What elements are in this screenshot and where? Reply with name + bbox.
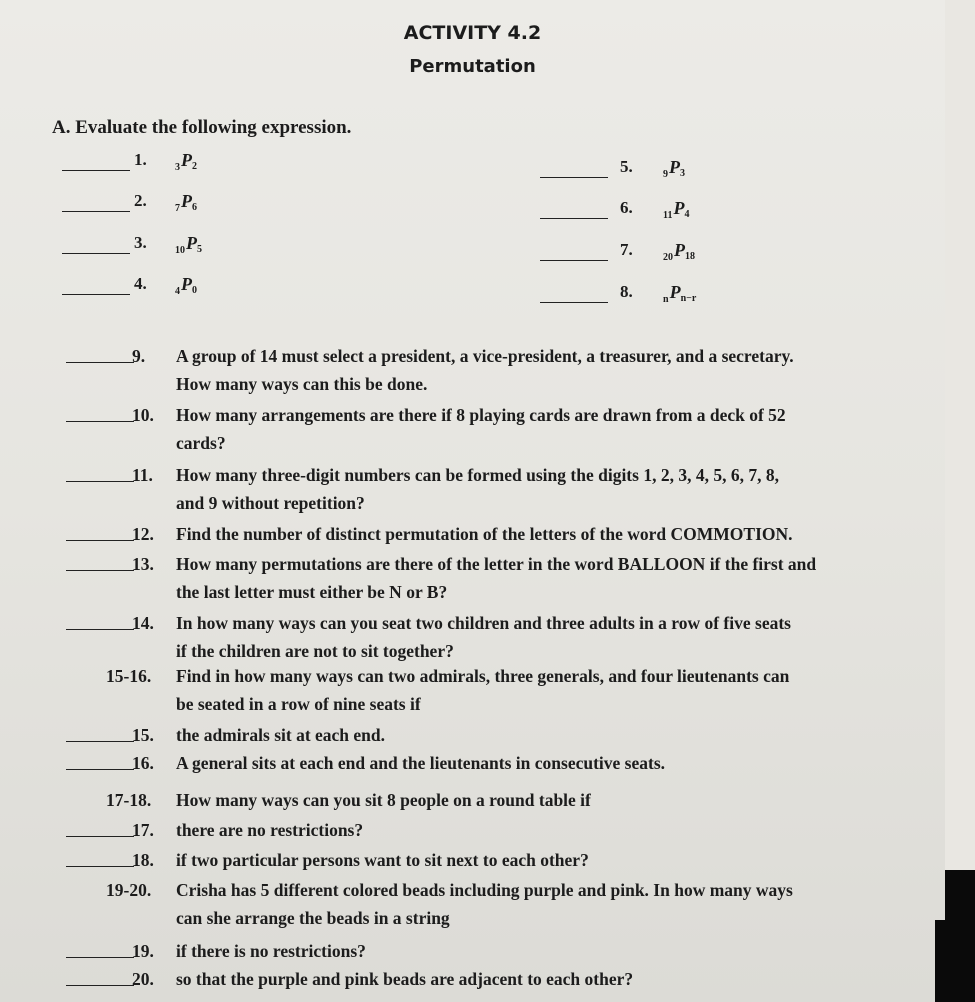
item-number: 15. <box>132 725 154 745</box>
answer-blank[interactable] <box>62 170 130 171</box>
item-number: 7. <box>620 240 633 259</box>
answer-blank[interactable] <box>540 218 608 219</box>
answer-blank[interactable] <box>540 177 608 178</box>
answer-blank[interactable] <box>62 253 130 254</box>
item-number: 13. <box>132 554 154 574</box>
item-number: 11. <box>132 465 153 485</box>
item-number: 6. <box>620 198 633 217</box>
item-number: 16. <box>132 753 154 773</box>
question-text: How many arrangements are there if 8 playing cards are drawn from a deck of 52 <box>176 405 786 425</box>
question-text: the admirals sit at each end. <box>176 725 386 745</box>
item-number: 18. <box>132 850 154 870</box>
question-16 <box>108 749 666 777</box>
question-text: Find the number of distinct permutation of the letters of the word COMMOTION. <box>176 524 793 544</box>
section-a-heading: A. Evaluate the following expression. <box>52 117 352 138</box>
question-text: A general sits at each end and the lieutenants in consecutive seats. <box>176 753 666 773</box>
group-17-18-number: 17-18. <box>106 790 152 810</box>
question-19 <box>108 937 366 965</box>
question-text: if two particular persons want to sit next to each other? <box>176 850 589 870</box>
question-text: the last letter must either be N or B? <box>176 582 448 602</box>
question-9 <box>108 342 794 394</box>
item-number: 2. <box>134 191 147 210</box>
item-number: 1. <box>134 150 147 169</box>
group-15-16-number: 15-16. <box>106 666 152 686</box>
question-text: if the children are not to sit together? <box>176 641 454 661</box>
activity-title: ACTIVITY 4.2 <box>403 22 542 44</box>
permutation-expression: $_{11}P_4$ <box>663 198 690 221</box>
question-13 <box>108 550 817 602</box>
group-15-16-text: Find in how many ways can two admirals, three generals, and four lieutenants can <box>176 666 790 686</box>
question-text: How many three-digit numbers can be formed using the digits 1, 2, 3, 4, 5, 6, 7, 8, <box>176 465 779 485</box>
permutation-expression: $_7P_6$ <box>175 191 197 214</box>
question-11 <box>108 461 779 513</box>
group-19-20-text: Crisha has 5 different colored beads including purple and pink. In how many ways <box>176 880 793 900</box>
question-14 <box>108 609 791 661</box>
item-number: 4. <box>134 274 147 293</box>
answer-blank[interactable] <box>62 211 130 212</box>
question-20 <box>108 965 634 993</box>
permutation-expression: $_{20}P_{18}$ <box>663 240 695 263</box>
question-text: if there is no restrictions? <box>176 941 366 961</box>
item-number: 19. <box>132 941 154 961</box>
answer-blank[interactable] <box>540 302 608 303</box>
question-text: How many permutations are there of the letter in the word BALLOON if the first and <box>176 554 817 574</box>
item-number: 3. <box>134 233 147 252</box>
question-text: In how many ways can you seat two children and three adults in a row of five seats <box>176 613 791 633</box>
answer-blank[interactable] <box>540 260 608 261</box>
item-number: 8. <box>620 282 633 301</box>
group-19-20-text: can she arrange the beads in a string <box>176 908 450 928</box>
question-10 <box>108 401 786 453</box>
question-18 <box>108 846 589 874</box>
permutation-expression: $_nP_{n-r}$ <box>663 282 697 305</box>
item-number: 20. <box>132 969 154 989</box>
question-17 <box>108 816 364 844</box>
question-text: and 9 without repetition? <box>176 493 365 513</box>
item-number: 17. <box>132 820 154 840</box>
question-text: there are no restrictions? <box>176 820 364 840</box>
permutation-expression: $_9P_3$ <box>663 157 685 180</box>
item-number: 12. <box>132 524 154 544</box>
item-number: 14. <box>132 613 154 633</box>
photo-edge-shadow-2 <box>935 920 955 1002</box>
question-text: How many ways can this be done. <box>176 374 428 394</box>
group-19-20-number: 19-20. <box>106 880 152 900</box>
question-text: so that the purple and pink beads are adjacent to each other? <box>176 969 634 989</box>
permutation-expression: $_3P_2$ <box>175 150 197 173</box>
permutation-expression: $_4P_0$ <box>175 274 197 297</box>
permutation-expression: $_{10}P_5$ <box>175 233 202 256</box>
activity-subtitle: Permutation <box>409 56 536 77</box>
item-number: 9. <box>132 346 146 366</box>
question-text: cards? <box>176 433 226 453</box>
item-number: 5. <box>620 157 633 176</box>
question-text: A group of 14 must select a president, a vice-president, a treasurer, and a secretary. <box>176 346 794 366</box>
question-15 <box>108 721 386 749</box>
answer-blank[interactable] <box>62 294 130 295</box>
item-number: 10. <box>132 405 154 425</box>
group-17-18-text: How many ways can you sit 8 people on a round table if <box>176 790 591 810</box>
group-15-16-text: be seated in a row of nine seats if <box>176 694 421 714</box>
question-12 <box>108 520 793 548</box>
